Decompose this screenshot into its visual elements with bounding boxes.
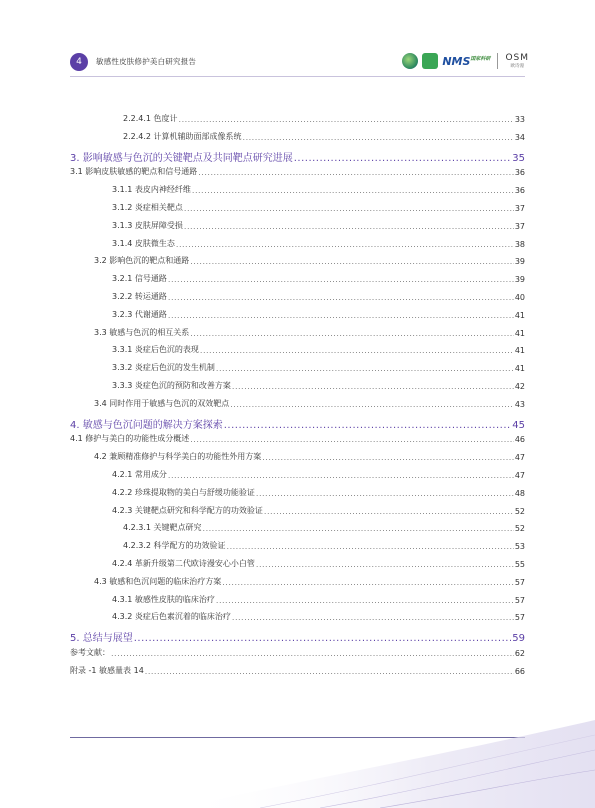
- toc-leader-dots: [184, 204, 514, 213]
- toc-leader-dots: [192, 186, 514, 195]
- toc-leader-dots: [256, 489, 514, 498]
- toc-row[interactable]: [94, 451, 525, 462]
- toc-row[interactable]: [112, 558, 525, 569]
- toc-leader-dots: [203, 524, 514, 533]
- toc-label: 3.3.1 炎症后色沉的表现: [112, 345, 199, 355]
- toc-page-number: 41: [514, 364, 525, 374]
- toc-leader-dots: [230, 400, 514, 409]
- toc-page-number: 46: [514, 435, 525, 445]
- toc-row[interactable]: [123, 113, 525, 124]
- page-number-badge: 4: [70, 53, 88, 71]
- toc-row[interactable]: [112, 238, 525, 249]
- toc-row[interactable]: [112, 505, 525, 516]
- toc-page-number: 35: [512, 152, 525, 164]
- toc-page-number: 47: [514, 471, 525, 480]
- toc-label: 3.3.3 炎症色沉的预防和改善方案: [112, 381, 231, 390]
- toc-row[interactable]: [94, 327, 525, 338]
- toc-page-number: 48: [514, 488, 525, 498]
- toc-leader-dots: [216, 364, 514, 373]
- toc-leader-dots: [168, 275, 514, 284]
- logo-group: [402, 50, 529, 72]
- toc-row[interactable]: [112, 344, 525, 355]
- toc-label: 3. 影响敏感与色沉的关键靶点及共同靶点研究进展: [70, 152, 293, 164]
- toc-row[interactable]: [112, 291, 525, 302]
- toc-leader-dots: [232, 613, 514, 622]
- toc-leader-dots: [224, 420, 512, 431]
- toc-label: 3.2.3 代谢通路: [112, 309, 167, 319]
- toc-page-number: 53: [514, 542, 525, 552]
- toc-page-number: 43: [514, 399, 525, 409]
- toc-leader-dots: [145, 667, 514, 676]
- header-divider: [70, 76, 525, 77]
- toc-label: 4.2.2 珍珠提取物的美白与舒缓功能验证: [112, 487, 255, 497]
- footer-decoration: [0, 700, 595, 808]
- toc-row[interactable]: [112, 220, 525, 231]
- toc-row[interactable]: [94, 255, 525, 266]
- toc-leader-dots: [184, 222, 514, 231]
- toc-row[interactable]: [112, 309, 525, 320]
- toc-page-number: 36: [514, 168, 525, 178]
- toc-row[interactable]: [112, 273, 525, 284]
- toc-label: 4.2.3.1 关键靶点研究: [123, 523, 202, 533]
- toc-leader-dots: [216, 596, 514, 605]
- toc-page-number: 52: [514, 524, 525, 534]
- toc-page-number: 36: [514, 186, 525, 196]
- toc-label: 参考文献：: [70, 648, 110, 657]
- toc-row[interactable]: [112, 184, 525, 195]
- toc-label: 4. 敏感与色沉问题的解决方案探索: [70, 419, 223, 431]
- toc-label: 2.2.4.2 计算机辅助面部成像系统: [123, 131, 242, 141]
- toc-leader-dots: [200, 346, 514, 355]
- toc-row[interactable]: [94, 576, 525, 587]
- toc-leader-dots: [176, 240, 514, 249]
- toc-page-number: 66: [514, 666, 525, 676]
- toc-label: 4.3.2 炎症后色素沉着的临床治疗: [112, 612, 231, 622]
- toc-label: 4.2.3 关键靶点研究和科学配方的功效验证: [112, 505, 263, 515]
- toc-leader-dots: [168, 471, 514, 480]
- toc-leader-dots: [168, 293, 514, 302]
- toc-label: 3.1.1 表皮内神经纤维: [112, 185, 191, 195]
- toc-page-number: 52: [514, 506, 525, 516]
- toc-page-number: 40: [514, 293, 525, 302]
- toc-row[interactable]: [112, 611, 525, 622]
- toc-label: 4.2 兼顾精准修护与科学美白的功能性外用方案: [94, 452, 262, 462]
- toc-page-number: 33: [514, 115, 525, 124]
- toc-page-number: 57: [514, 577, 525, 587]
- toc-page-number: 41: [514, 328, 525, 338]
- toc-page-number: 45: [512, 419, 525, 431]
- logo-divider: [497, 53, 498, 69]
- toc-chapter-row[interactable]: [70, 629, 525, 644]
- toc-leader-dots: [264, 507, 514, 516]
- toc-page-number: 38: [514, 239, 525, 249]
- toc-label: 2.2.4.1 色度计: [123, 114, 178, 123]
- toc-leader-dots: [134, 633, 512, 644]
- toc-row[interactable]: [112, 380, 525, 391]
- toc-row[interactable]: [70, 665, 525, 676]
- toc-leader-dots: [227, 542, 514, 551]
- toc-leader-dots: [190, 435, 514, 444]
- toc-page-number: 41: [514, 346, 525, 356]
- toc-label: 3.1.4 皮肤微生态: [112, 238, 175, 248]
- toc-leader-dots: [179, 115, 514, 124]
- toc-leader-dots: [256, 560, 514, 569]
- toc-leader-dots: [262, 453, 514, 462]
- toc-page-number: 57: [514, 595, 525, 605]
- toc-row[interactable]: [123, 540, 525, 551]
- document-title: 敏感性皮肤修护美白研究报告: [96, 57, 197, 66]
- toc-page-number: 39: [514, 275, 525, 285]
- toc-row[interactable]: [112, 487, 525, 498]
- toc-label: 3.1.2 炎症相关靶点: [112, 203, 183, 212]
- toc-page-number: 59: [512, 633, 525, 645]
- toc-row[interactable]: [123, 131, 525, 142]
- page-header: [0, 0, 595, 80]
- toc-label: 3.1.3 皮肤屏障受损: [112, 220, 183, 230]
- toc-label: 3.4 同时作用于敏感与色沉的双效靶点: [94, 398, 230, 408]
- toc-label: 4.3.1 敏感性皮肤的临床治疗: [112, 594, 215, 604]
- toc-row[interactable]: [112, 594, 525, 605]
- toc-leader-dots: [294, 153, 512, 164]
- toc-leader-dots: [222, 578, 514, 587]
- toc-leader-dots: [232, 382, 514, 391]
- toc-leader-dots: [198, 168, 514, 177]
- toc-page-number: 34: [514, 132, 525, 142]
- toc-leader-dots: [190, 257, 514, 266]
- toc-label: 4.2.4 革新升级第二代欧诗漫安心小白管: [112, 559, 255, 568]
- toc-page-number: 37: [514, 221, 525, 231]
- green-leaf-logo-icon: [422, 53, 438, 69]
- toc-page-number: 47: [514, 453, 525, 463]
- toc-label: 附录 -1 敏感量表 14: [70, 665, 144, 675]
- toc-leader-dots: [168, 311, 514, 320]
- toc-row[interactable]: [112, 362, 525, 373]
- toc-page-number: 39: [514, 257, 525, 267]
- toc-label: 4.3 敏感和色沉问题的临床治疗方案: [94, 576, 222, 586]
- toc-label: 3.2 影响色沉的靶点和通路: [94, 256, 190, 266]
- toc-leader-dots: [111, 649, 514, 658]
- toc-chapter-row[interactable]: [70, 149, 525, 164]
- toc-label: 4.2.3.2 科学配方的功效验证: [123, 541, 226, 551]
- toc-chapter-row[interactable]: [70, 416, 525, 431]
- toc-row[interactable]: [70, 166, 525, 177]
- toc-row[interactable]: [70, 433, 525, 444]
- toc-page-number: 42: [514, 382, 525, 391]
- toc-label: 4.2.1 常用成分: [112, 470, 167, 479]
- toc-page-number: 55: [514, 560, 525, 569]
- toc-row[interactable]: [94, 398, 525, 409]
- toc-label: 3.1 影响皮肤敏感的靶点和信号通路: [70, 167, 198, 177]
- nms-logo: $NMS^{国家科研}$: [442, 54, 491, 68]
- toc-leader-dots: [190, 329, 514, 338]
- toc-row[interactable]: [112, 469, 525, 480]
- toc-page-number: 37: [514, 204, 525, 213]
- toc-label: 5. 总结与展望: [70, 633, 133, 645]
- toc-label: 3.3.2 炎症后色沉的发生机制: [112, 363, 215, 373]
- toc-label: 4.1 修护与美白的功能性成分概述: [70, 434, 190, 444]
- toc-row[interactable]: [70, 647, 525, 658]
- osm-logo: OSM 欧诗漫: [505, 52, 529, 69]
- toc-leader-dots: [243, 133, 514, 142]
- toc-row[interactable]: [112, 202, 525, 213]
- toc-page-number: 41: [514, 310, 525, 320]
- toc-label: 3.2.1 信号通路: [112, 274, 167, 284]
- toc-page-number: 62: [514, 649, 525, 658]
- toc-label: 3.2.2 转运通路: [112, 292, 167, 301]
- globe-logo-icon: [402, 53, 418, 69]
- toc-label: 3.3 敏感与色沉的相互关系: [94, 327, 190, 337]
- toc-page-number: 57: [514, 613, 525, 623]
- toc-row[interactable]: [123, 522, 525, 533]
